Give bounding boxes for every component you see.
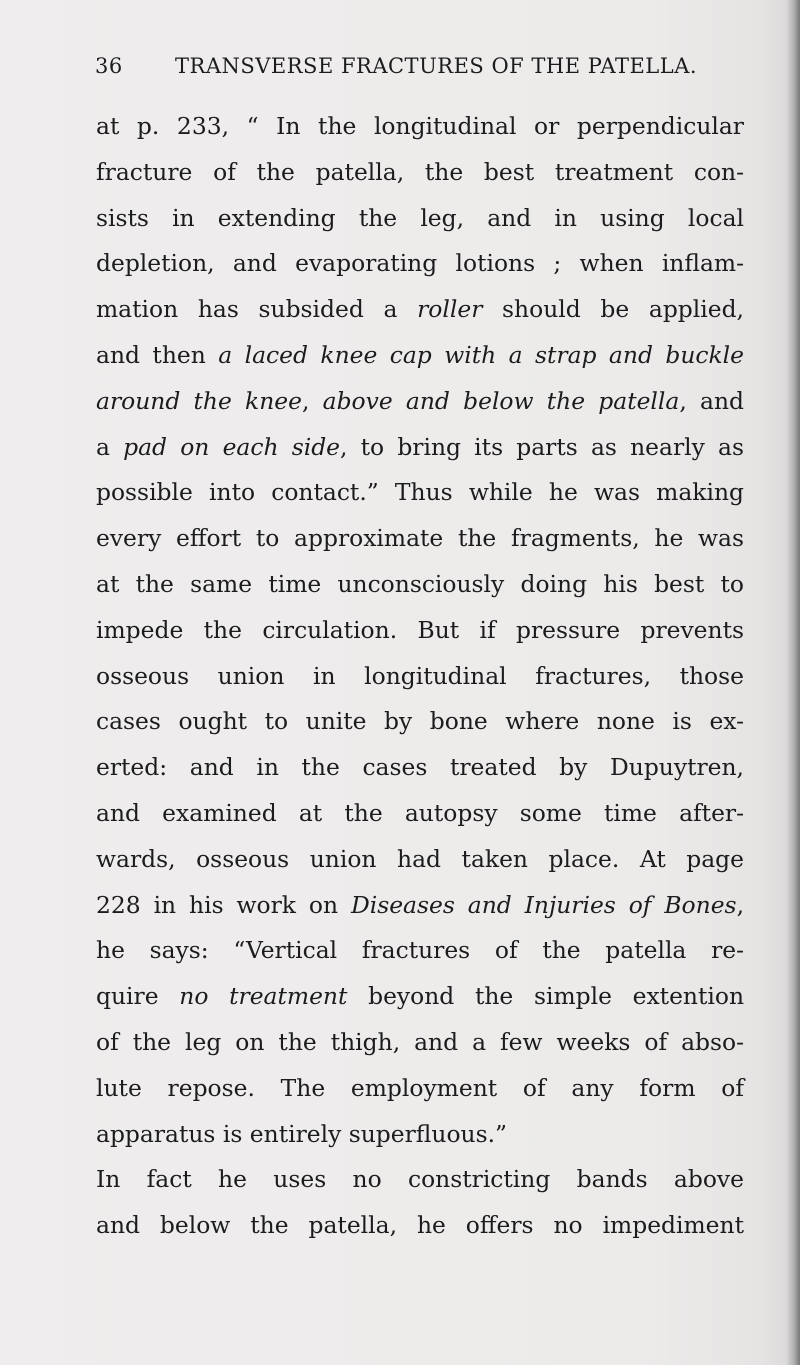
body-text xyxy=(96,104,744,1249)
italic-text-segment: roller xyxy=(417,295,483,324)
page-number: 36 xyxy=(95,54,123,78)
page-edge-shadow xyxy=(786,0,800,1365)
text-line xyxy=(96,699,744,745)
text-segment: mation has subsided a xyxy=(96,295,418,324)
text-line xyxy=(96,883,744,929)
text-segment: at p. 233, “ In the longitudinal or perpendicular xyxy=(96,112,744,140)
text-segment: depletion, and evaporating lotions ; when inflam- xyxy=(96,249,744,278)
text-line xyxy=(96,425,744,471)
text-segment: osseous union in longitudinal fractures, those xyxy=(96,661,744,690)
text-segment: , to bring its parts as nearly as xyxy=(340,432,744,461)
text-segment: sists in extending the leg, and in using local xyxy=(96,203,744,232)
text-segment: , xyxy=(301,386,323,415)
text-segment: of the leg on the thigh, and a few weeks of abso- xyxy=(96,1027,744,1056)
text-segment: 228 in his work on xyxy=(96,890,351,919)
text-line xyxy=(96,608,744,654)
text-segment: wards, osseous union had taken place. At page xyxy=(96,844,744,873)
italic-text-segment: no treatment xyxy=(179,982,348,1011)
text-line xyxy=(96,1066,744,1112)
text-segment: In fact he uses no constricting bands above xyxy=(96,1165,744,1194)
italic-text-segment: pad on each side xyxy=(123,432,341,461)
text-line xyxy=(96,1157,744,1203)
text-segment: possible into contact.” Thus while he was making xyxy=(96,478,744,507)
text-segment: and below the patella, he offers no impediment xyxy=(96,1211,744,1240)
running-title: TRANSVERSE FRACTURES OF THE PATELLA. xyxy=(175,54,698,78)
text-line xyxy=(96,379,744,425)
text-line xyxy=(96,516,744,562)
text-segment: should be applied, xyxy=(482,295,744,324)
text-segment: apparatus is entirely superfluous.” xyxy=(96,1119,508,1148)
text-segment: erted: and in the cases treated by Dupuytren, xyxy=(96,753,744,782)
text-line xyxy=(96,196,744,242)
text-line xyxy=(96,333,744,379)
text-line xyxy=(96,470,744,516)
text-line xyxy=(96,974,744,1020)
text-segment: fracture of the patella, the best treatment con- xyxy=(96,157,744,186)
text-segment: and examined at the autopsy some time after- xyxy=(96,798,744,827)
text-segment: he says: “Vertical fractures of the patella re- xyxy=(96,936,744,965)
text-segment: , and xyxy=(679,386,744,415)
text-line xyxy=(96,287,744,333)
italic-text-segment: a laced knee cap with a strap and buckle xyxy=(218,340,744,369)
text-line xyxy=(96,837,744,883)
text-line xyxy=(96,928,744,974)
text-line xyxy=(96,654,744,700)
text-line xyxy=(96,150,744,196)
text-segment: beyond the simple extention xyxy=(347,982,745,1011)
text-segment: , xyxy=(736,890,744,919)
text-segment: cases ought to unite by bone where none is ex- xyxy=(96,707,744,736)
text-line xyxy=(96,745,744,791)
running-header xyxy=(95,54,715,84)
italic-text-segment: Diseases and Injuries of Bones xyxy=(350,890,737,919)
text-line xyxy=(96,1203,744,1249)
italic-text-segment: around the knee xyxy=(96,386,302,415)
text-segment: every effort to approximate the fragments, he was xyxy=(96,524,744,553)
text-line xyxy=(96,1112,744,1158)
text-line xyxy=(96,104,744,150)
text-line xyxy=(96,791,744,837)
italic-text-segment: above and below the patella xyxy=(322,386,680,415)
text-segment: and then xyxy=(96,340,219,369)
text-line xyxy=(96,562,744,608)
text-line xyxy=(96,241,744,287)
text-segment: quire xyxy=(96,982,180,1011)
text-line xyxy=(96,1020,744,1066)
text-segment: impede the circulation. But if pressure prevents xyxy=(96,615,744,644)
text-segment: a xyxy=(96,432,124,461)
text-segment: lute repose. The employment of any form of xyxy=(96,1073,744,1102)
text-segment: at the same time unconsciously doing his best to xyxy=(96,569,744,598)
